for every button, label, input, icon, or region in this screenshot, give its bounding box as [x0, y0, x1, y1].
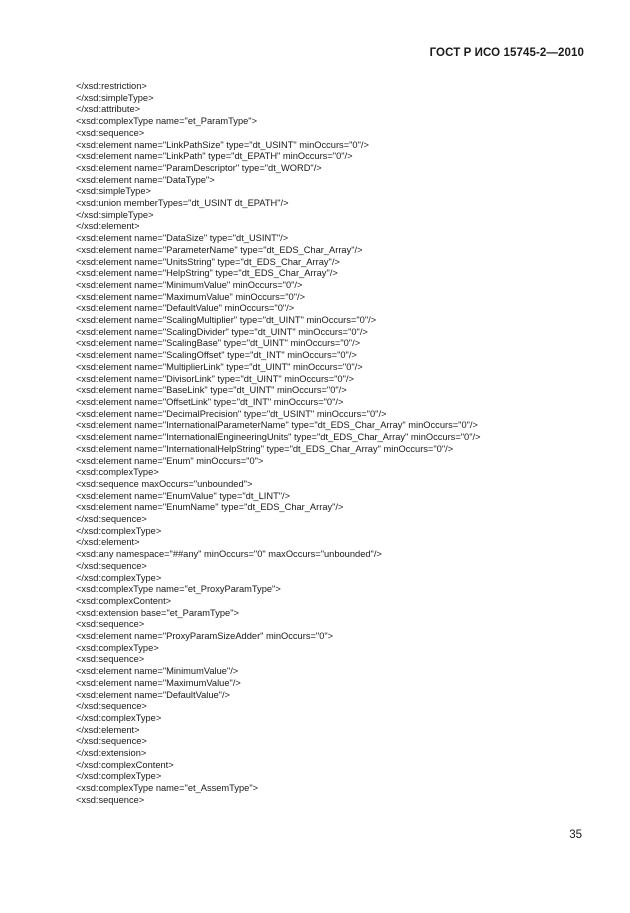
code-line: </xsd:complexContent>: [76, 759, 174, 770]
code-line: <xsd:element name="OffsetLink" type="dt_INT" minOccurs="0"/>: [76, 396, 344, 407]
code-line: <xsd:element name="InternationalHelpString" type="dt_EDS_Char_Array" minOccurs="0"/>: [76, 443, 454, 454]
code-line: <xsd:union memberTypes="dt_USINT dt_EPATH"/>: [76, 198, 289, 209]
code-line: </xsd:complexType>: [76, 572, 162, 583]
code-line: <xsd:sequence>: [76, 794, 145, 805]
code-line: </xsd:sequence>: [76, 514, 147, 525]
code-line: <xsd:element name="EnumValue" type="dt_LINT"/>: [76, 490, 291, 501]
code-line: <xsd:element name="DecimalPrecision" type="dt_USINT" minOccurs="0"/>: [76, 408, 387, 419]
code-line: <xsd:element name="ScalingMultiplier" type="dt_UINT" minOccurs="0"/>: [76, 315, 377, 326]
code-line: <xsd:complexType>: [76, 642, 159, 653]
code-line: <xsd:complexType>: [76, 467, 159, 478]
code-line: <xsd:sequence>: [76, 654, 145, 665]
code-line: <xsd:element name="ScalingBase" type="dt_UINT" minOccurs="0"/>: [76, 338, 361, 349]
code-line: <xsd:complexContent>: [76, 595, 172, 606]
code-line: </xsd:extension>: [76, 748, 147, 759]
code-line: </xsd:complexType>: [76, 712, 162, 723]
code-line: <xsd:element name="MaximumValue"/>: [76, 677, 241, 688]
code-line: <xsd:element name="MinimumValue"/>: [76, 666, 239, 677]
code-line: </xsd:simpleType>: [76, 209, 154, 220]
code-line: </xsd:simpleType>: [76, 92, 154, 103]
code-line: <xsd:element name="MinimumValue" minOccurs="0"/>: [76, 279, 303, 290]
code-line: </xsd:sequence>: [76, 701, 147, 712]
code-line: </xsd:complexType>: [76, 771, 162, 782]
code-line: <xsd:sequence>: [76, 127, 145, 138]
code-line: <xsd:element name="InternationalParameterName" type="dt_EDS_Char_Array" minOccurs="0"/>: [76, 420, 478, 431]
code-line: <xsd:simpleType>: [76, 186, 151, 197]
page-header-standard-code: ГОСТ Р ИСО 15745-2—2010: [429, 47, 584, 59]
code-line: <xsd:element name="DivisorLink" type="dt_UINT" minOccurs="0"/>: [76, 373, 354, 384]
code-line: <xsd:element name="ProxyParamSizeAdder" minOccurs="0">: [76, 631, 334, 642]
code-line: <xsd:complexType name="et_ProxyParamType">: [76, 584, 281, 595]
code-line: <xsd:element name="UnitsString" type="dt_EDS_Char_Array"/>: [76, 256, 340, 267]
code-line: </xsd:sequence>: [76, 736, 147, 747]
code-line: </xsd:complexType>: [76, 525, 162, 536]
code-line: <xsd:element name="ParameterName" type="dt_EDS_Char_Array"/>: [76, 244, 363, 255]
code-line: <xsd:element name="DefaultValue" minOccurs="0"/>: [76, 303, 295, 314]
xsd-code-listing: [76, 81, 596, 807]
code-line: <xsd:element name="MultiplierLink" type="dt_UINT" minOccurs="0"/>: [76, 361, 363, 372]
code-line: </xsd:element>: [76, 724, 140, 735]
code-line: <xsd:element name="LinkPathSize" type="dt_USINT" minOccurs="0"/>: [76, 139, 369, 150]
code-line: <xsd:element name="DataType">: [76, 174, 215, 185]
code-line: <xsd:element name="ParamDescriptor" type="dt_WORD"/>: [76, 162, 322, 173]
page-number: 35: [569, 829, 582, 841]
code-line: <xsd:element name="HelpString" type="dt_EDS_Char_Array"/>: [76, 268, 338, 279]
code-line: <xsd:element name="DataSize" type="dt_USINT"/>: [76, 233, 289, 244]
code-line: <xsd:element name="InternationalEngineeringUnits" type="dt_EDS_Char_Array" minOccurs="0"/>: [76, 432, 481, 443]
code-line: <xsd:element name="BaseLink" type="dt_UINT" minOccurs="0"/>: [76, 385, 347, 396]
code-line: <xsd:element name="Enum" minOccurs="0">: [76, 455, 264, 466]
code-line: <xsd:complexType name="et_ParamType">: [76, 116, 258, 127]
code-line: <xsd:element name="MaximumValue" minOccurs="0"/>: [76, 291, 306, 302]
code-line: <xsd:element name="ScalingDivider" type="dt_UINT" minOccurs="0"/>: [76, 326, 368, 337]
code-line: </xsd:restriction>: [76, 81, 147, 91]
code-line: <xsd:sequence>: [76, 619, 145, 630]
code-line: <xsd:complexType name="et_AssemType">: [76, 783, 259, 794]
code-line: </xsd:attribute>: [76, 104, 141, 115]
code-line: <xsd:element name="ScalingOffset" type="dt_INT" minOccurs="0"/>: [76, 350, 357, 361]
code-line: <xsd:extension base="et_ParamType">: [76, 607, 239, 618]
code-line: </xsd:sequence>: [76, 560, 147, 571]
code-line: <xsd:sequence maxOccurs="unbounded">: [76, 478, 253, 489]
code-line: <xsd:element name="EnumName" type="dt_EDS_Char_Array"/>: [76, 502, 344, 513]
code-line: <xsd:any namespace="##any" minOccurs="0" maxOccurs="unbounded"/>: [76, 549, 382, 560]
code-line: </xsd:element>: [76, 537, 140, 548]
code-line: <xsd:element name="LinkPath" type="dt_EPATH" minOccurs="0"/>: [76, 151, 353, 162]
code-line: <xsd:element name="DefaultValue"/>: [76, 689, 230, 700]
code-line: </xsd:element>: [76, 221, 140, 232]
